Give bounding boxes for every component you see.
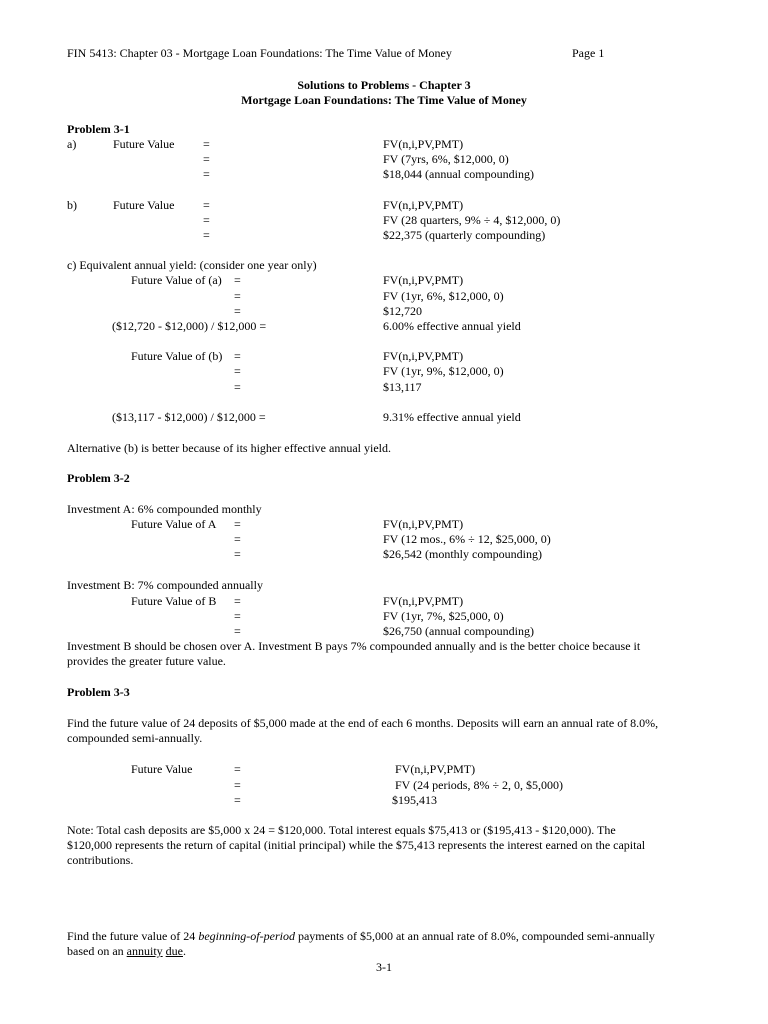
equals-sign: = bbox=[234, 349, 241, 363]
part-c-b-inputs: FV (1yr, 9%, $12,000, 0) bbox=[383, 364, 504, 378]
part-b-inputs: FV (28 quarters, 9% ÷ 4, $12,000, 0) bbox=[383, 213, 561, 227]
investment-a-result: $26,542 (monthly compounding) bbox=[383, 547, 542, 561]
investment-a-inputs: FV (12 mos., 6% ÷ 12, $25,000, 0) bbox=[383, 532, 551, 546]
question-italic-term: beginning-of-period bbox=[198, 929, 295, 943]
fv-of-b-label: Future Value of (b) bbox=[131, 349, 223, 363]
equals-sign: = bbox=[234, 762, 241, 776]
question-text: . bbox=[182, 944, 186, 958]
note-line-2: $120,000 represents the return of capital (initial principal) while the $75,413 represents the interest earned on the capital bbox=[67, 838, 646, 852]
investment-a-intro: Investment A: 6% compounded monthly bbox=[67, 502, 262, 516]
equals-sign: = bbox=[234, 273, 241, 287]
equals-sign: = bbox=[234, 289, 241, 303]
fv-of-a-label: Future Value of (a) bbox=[131, 273, 222, 287]
header-course-line: FIN 5413: Chapter 03 - Mortgage Loan Foundations: The Time Value of Money bbox=[67, 46, 452, 60]
part-c-a-formula: FV(n,i,PV,PMT) bbox=[383, 273, 464, 287]
fv-of-investment-b-label: Future Value of B bbox=[131, 594, 217, 608]
problem-3-1-heading: Problem 3-1 bbox=[67, 122, 130, 136]
part-a-fv-label: Future Value bbox=[113, 137, 175, 151]
problem-3-3-intro-line-1: Find the future value of 24 deposits of $5,000 made at the end of each 6 months. Deposits will earn an annual rate of 8.0%, bbox=[67, 716, 659, 730]
part-a-formula: FV(n,i,PV,PMT) bbox=[383, 137, 464, 151]
problem-3-3-inputs: FV (24 periods, 8% ÷ 2, 0, $5,000) bbox=[395, 778, 564, 792]
underlined-term-annuity: annuity bbox=[126, 944, 163, 958]
part-c-a-yield-calc: ($12,720 - $12,000) / $12,000 = bbox=[112, 319, 267, 333]
problem-3-2-heading: Problem 3-2 bbox=[67, 471, 130, 485]
part-c-a-yield: 6.00% effective annual yield bbox=[383, 319, 521, 333]
part-b-label: b) bbox=[67, 198, 77, 212]
equals-sign: = bbox=[234, 594, 241, 608]
part-a-result: $18,044 (annual compounding) bbox=[383, 167, 534, 181]
part-c-b-yield-calc: ($13,117 - $12,000) / $12,000 = bbox=[112, 410, 266, 424]
equals-sign: = bbox=[234, 364, 241, 378]
investment-b-inputs: FV (1yr, 7%, $25,000, 0) bbox=[383, 609, 504, 623]
equals-sign: = bbox=[203, 228, 210, 242]
part-c-intro: c) Equivalent annual yield: (consider one year only) bbox=[67, 258, 317, 272]
part-c-b-result: $13,117 bbox=[383, 380, 422, 394]
part-b-fv-label: Future Value bbox=[113, 198, 175, 212]
part-c-a-result: $12,720 bbox=[383, 304, 422, 318]
equals-sign: = bbox=[234, 517, 241, 531]
question-text: based on an bbox=[67, 944, 127, 958]
equals-sign: = bbox=[234, 304, 241, 318]
equals-sign: = bbox=[203, 167, 210, 181]
problem-3-2-conclusion-line-1: Investment B should be chosen over A. Investment B pays 7% compounded annually and is the better choice because it bbox=[67, 639, 641, 653]
equals-sign: = bbox=[234, 778, 241, 792]
equals-sign: = bbox=[234, 532, 241, 546]
title-line-2: Mortgage Loan Foundations: The Time Value of Money bbox=[241, 93, 527, 107]
title-line-1: Solutions to Problems - Chapter 3 bbox=[297, 78, 471, 92]
equals-sign: = bbox=[203, 152, 210, 166]
note-line-1: Note: Total cash deposits are $5,000 x 24 = $120,000. Total interest equals $75,413 or ($195,413 - $120,000). The bbox=[67, 823, 616, 837]
annuity-due-question-line-2 bbox=[67, 944, 186, 959]
investment-a-formula: FV(n,i,PV,PMT) bbox=[383, 517, 464, 531]
equals-sign: = bbox=[234, 793, 241, 807]
investment-b-intro: Investment B: 7% compounded annually bbox=[67, 578, 263, 592]
equals-sign: = bbox=[234, 609, 241, 623]
fv-of-investment-a-label: Future Value of A bbox=[131, 517, 217, 531]
problem-3-3-fv-label: Future Value bbox=[131, 762, 193, 776]
note-line-3: contributions. bbox=[67, 853, 134, 867]
question-text: payments of $5,000 at an annual rate of 8.0%, compounded semi-annually bbox=[294, 929, 655, 943]
problem-3-3-formula: FV(n,i,PV,PMT) bbox=[395, 762, 476, 776]
equals-sign: = bbox=[203, 198, 210, 212]
part-b-formula: FV(n,i,PV,PMT) bbox=[383, 198, 464, 212]
part-b-result: $22,375 (quarterly compounding) bbox=[383, 228, 546, 242]
part-c-b-yield: 9.31% effective annual yield bbox=[383, 410, 521, 424]
equals-sign: = bbox=[203, 213, 210, 227]
equals-sign: = bbox=[234, 624, 241, 638]
problem-3-3-heading: Problem 3-3 bbox=[67, 685, 130, 699]
equals-sign: = bbox=[234, 547, 241, 561]
problem-3-3-intro-line-2: compounded semi-annually. bbox=[67, 731, 203, 745]
part-c-a-inputs: FV (1yr, 6%, $12,000, 0) bbox=[383, 289, 504, 303]
underlined-term-due: due bbox=[165, 944, 183, 958]
question-text: Find the future value of 24 bbox=[67, 929, 199, 943]
equals-sign: = bbox=[234, 380, 241, 394]
investment-b-formula: FV(n,i,PV,PMT) bbox=[383, 594, 464, 608]
header-page-label: Page 1 bbox=[572, 46, 605, 60]
problem-3-2-conclusion-line-2: provides the greater future value. bbox=[67, 654, 226, 668]
part-c-b-formula: FV(n,i,PV,PMT) bbox=[383, 349, 464, 363]
part-a-label: a) bbox=[67, 137, 77, 151]
equals-sign: = bbox=[203, 137, 210, 151]
investment-b-result: $26,750 (annual compounding) bbox=[383, 624, 534, 638]
part-a-inputs: FV (7yrs, 6%, $12,000, 0) bbox=[383, 152, 509, 166]
problem-3-1-conclusion: Alternative (b) is better because of its higher effective annual yield. bbox=[67, 441, 391, 455]
annuity-due-question-line-1 bbox=[67, 929, 655, 944]
problem-3-3-result: $195,413 bbox=[392, 793, 437, 807]
footer-page-number: 3-1 bbox=[376, 960, 392, 974]
